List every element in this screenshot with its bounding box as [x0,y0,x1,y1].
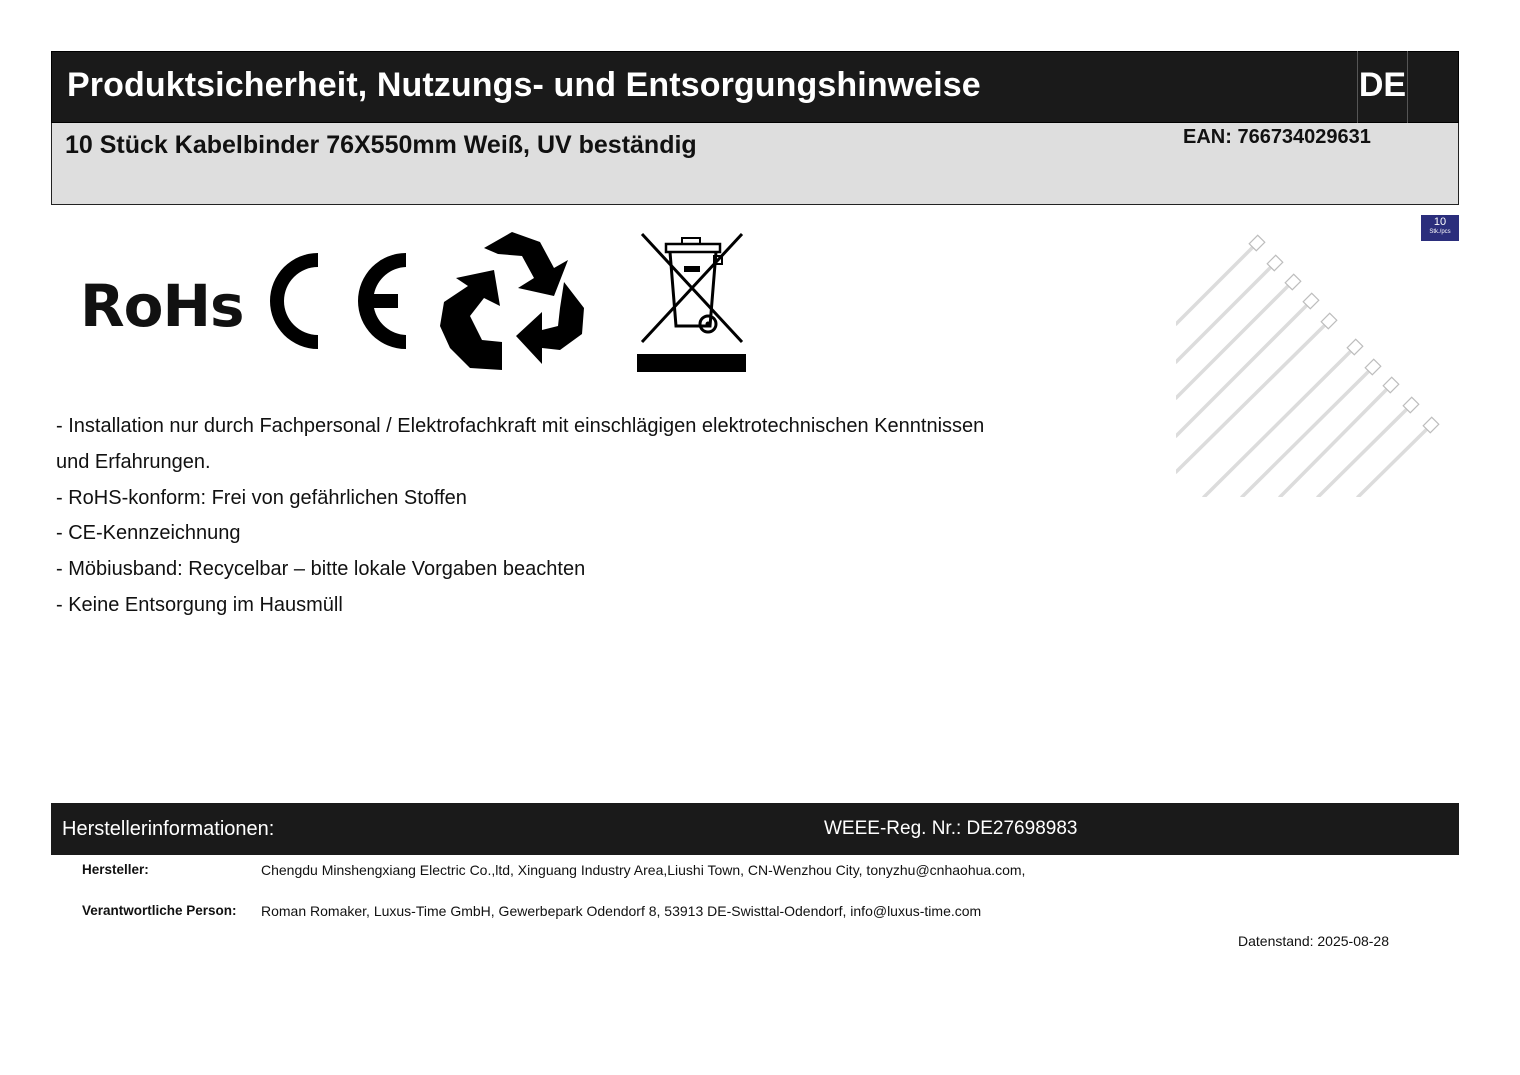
note-line: - Installation nur durch Fachpersonal / Elektrofachkraft mit einschlägigen elektrotechnischen Kenntnissen [56,415,985,437]
ce-mark-icon [258,247,408,355]
manufacturer-bar [51,803,1459,855]
pack-unit: Stk./pcs [1429,229,1451,235]
ean-number: EAN: 766734029631 [1183,126,1371,148]
safety-notes [56,409,1116,624]
manufacturer-value: Chengdu Minshengxiang Electric Co.,ltd, Xinguang Industry Area,Liushi Town, CN-Wenzhou City, tonyzhu@cnhaohua.com, [261,862,1026,878]
certification-symbols [70,225,770,385]
pack-count: 10 [1433,216,1447,228]
rohs-label: RoHs [80,272,244,340]
note-line: und Erfahrungen. [56,450,211,473]
recycle-icon [436,230,588,378]
weee-registration: WEEE-Reg. Nr.: DE27698983 [824,818,1078,839]
header-bar [51,51,1459,123]
note-line: - RoHS-konform: Frei von gefährlichen Stoffen [56,486,467,509]
manufacturer-label: Hersteller: [82,862,149,877]
data-date: Datenstand: 2025-08-28 [1238,933,1389,949]
note-line: - Möbiusband: Recycelbar – bitte lokale Vorgaben beachten [56,558,586,581]
weee-crossed-bin-icon [636,230,748,374]
product-name: 10 Stück Kabelbinder 76X550mm Weiß, UV beständig [65,131,697,159]
language-code: DE [1357,51,1408,123]
responsible-person-label: Verantwortliche Person: [82,903,237,918]
note-line: - CE-Kennzeichnung [56,522,241,545]
page-title: Produktsicherheit, Nutzungs- und Entsorgungshinweise [67,66,981,104]
cable-ties-product-image [1176,232,1441,497]
product-bar [51,123,1459,205]
note-line: - Keine Entsorgung im Hausmüll [56,593,343,616]
manufacturer-section-title: Herstellerinformationen: [62,818,275,840]
responsible-person-value: Roman Romaker, Luxus-Time GmbH, Gewerbepark Odendorf 8, 53913 DE-Swisttal-Odendorf, info@luxus-time.com [261,903,982,919]
